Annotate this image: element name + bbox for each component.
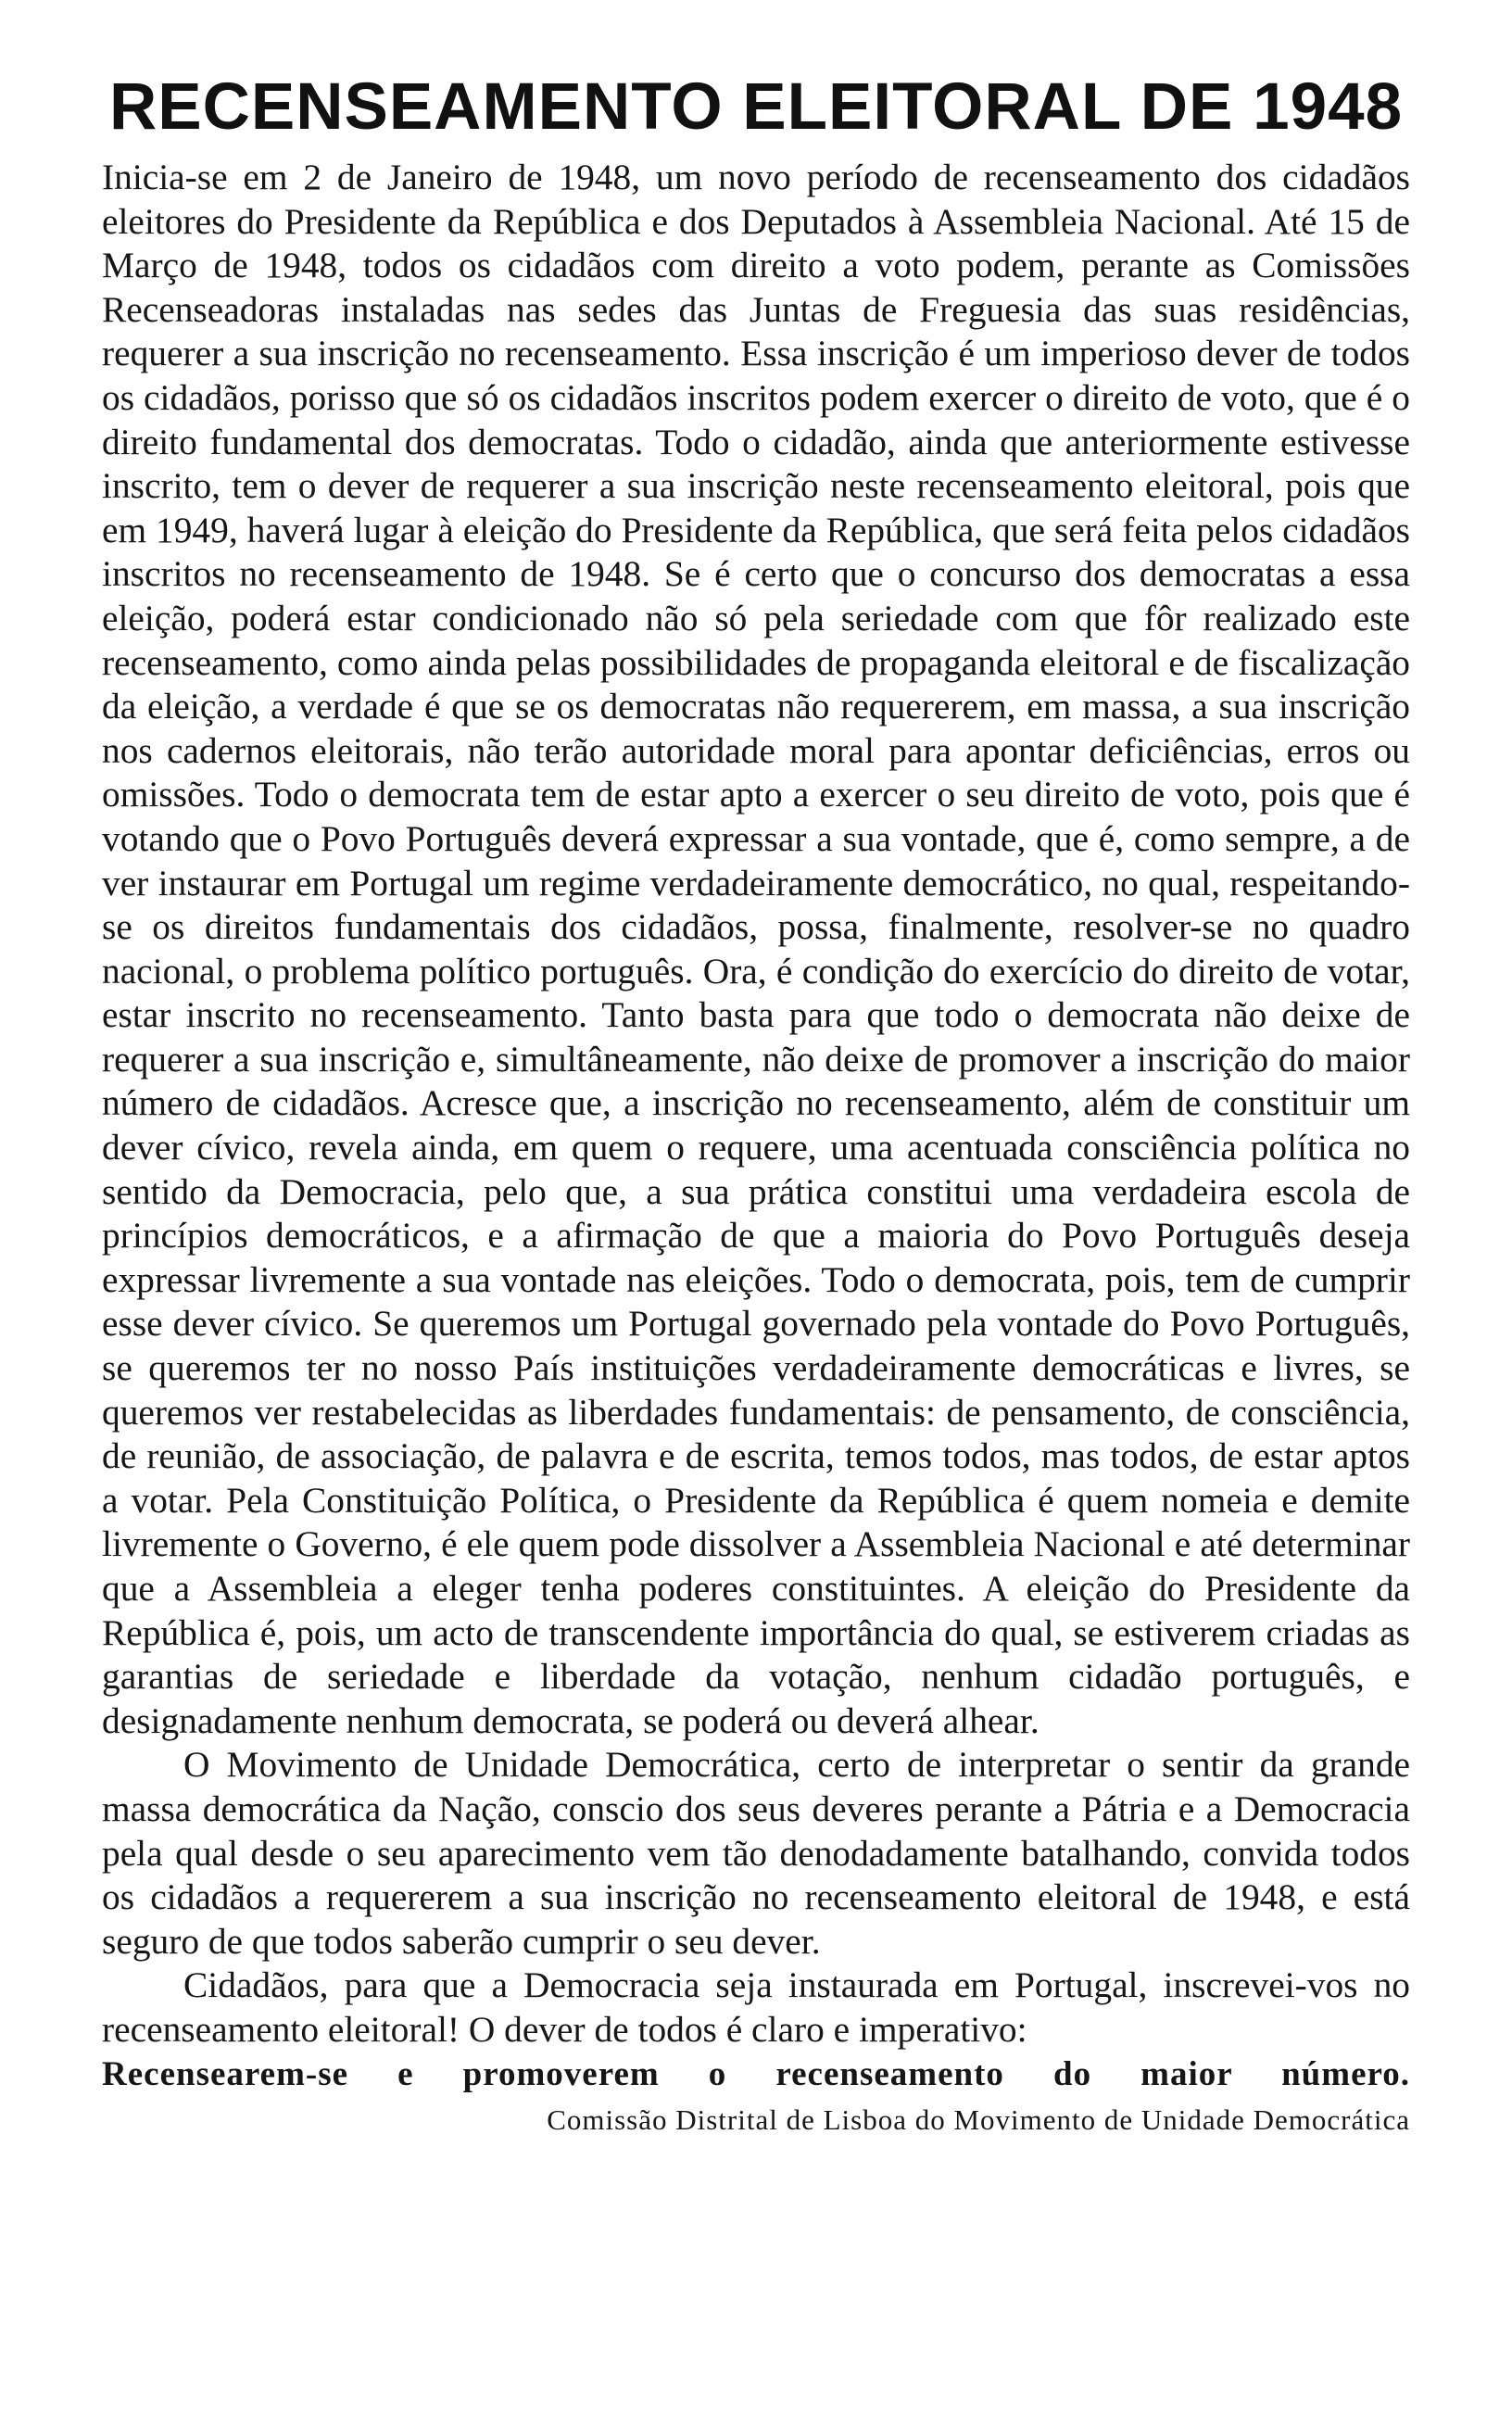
leaflet-page [102, 65, 1410, 2139]
signature-line: Comissão Distrital de Lisboa do Movimento de Unidade Democrática [547, 2103, 1410, 2136]
paragraph-recenseamento-dever: Inicia-se em 2 de Janeiro de 1948, um novo período de recenseamento dos cidadãos eleitores do Presidente da República e dos Deputados à Assembleia Nacional. Até 15 de Março de 1948, todos os cidadãos com direito a voto podem, perante as Comissões Recenseadoras instaladas nas sedes das Juntas de Freguesia das suas residências, requerer a sua inscrição no recenseamento. Essa inscrição é um imperioso dever de todos os cidadãos, porisso que só os cidadãos inscritos podem exercer o direito de voto, que é o direito fundamental dos democratas. Todo o cidadão, ainda que anteriormente estivesse inscrito, tem o dever de requerer a sua inscrição neste recenseamento eleitoral, pois que em 1949, haverá lugar à eleição do Presidente da República, que será feita pelos cidadãos inscritos no recenseamento de 1948. Se é certo que o concurso dos democratas a essa eleição, poderá estar condicionado não só pela seriedade com que fôr realizado este recenseamento, como ainda pelas possibilidades de propaganda eleitoral e de fiscalização da eleição, a verdade é que se os democratas não requererem, em massa, a sua inscrição nos cadernos eleitorais, não terão autoridade moral para apontar deficiências, erros ou omissões. Todo o democrata tem de estar apto a exercer o seu direito de voto, pois que é votando que o Povo Português deverá expressar a sua vontade, que é, como sempre, a de ver instaurar em Portugal um regime verdadeiramente democrático, no qual, respeitando-se os direitos fundamentais dos cidadãos, possa, finalmente, resolver-se no quadro nacional, o problema político português. Ora, é condição do exercício do direito de votar, estar inscrito no recenseamento. Tanto basta para que todo o democrata não deixe de requerer a sua inscrição e, simultâneamente, não deixe de promover a inscrição do maior número de cidadãos. Acresce que, a inscrição no recenseamento, além de constituir um dever cívico, revela ainda, em quem o requere, uma acentuada consciência política no sentido da Democracia, pelo que, a sua prática constitui uma verdadeira escola de princípios democráticos, e a afirmação de que a maioria do Povo Português deseja expressar livremente a sua vontade nas eleições. Todo o democrata, pois, tem de cumprir esse dever cívico. Se queremos um Portugal governado pela vontade do Povo Português, se queremos ter no nosso País instituições verdadeiramente democráticas e livres, se queremos ver restabelecidas as liberdades fundamentais: de pensamento, de consciência, de reunião, de associação, de palavra e de escrita, temos todos, mas todos, de estar aptos a votar. Pela Constituição Política, o Presidente da República é quem nomeia e demite livremente o Governo, é ele quem pode dissolver a Assembleia Nacional e até determinar que a Assembleia a eleger tenha poderes constituintes. A eleição do Presidente da República é, pois, um acto de transcendente importância do qual, se estiverem criadas as garantias de seriedade e liberdade da votação, nenhum cidadão português, e designadamente nenhum democrata, se poderá ou deverá alhear. [102, 157, 1410, 1741]
document-title: RECENSEAMENTO ELEITORAL DE 1948 [108, 70, 1404, 144]
closing-statement: Recensearem-se e promoverem o recenseamento do maior número. [102, 2054, 1410, 2093]
document-body [102, 156, 1410, 2052]
paragraph-apelo-cidadaos: Cidadãos, para que a Democracia seja instaurada em Portugal, inscrevei-vos no recenseamento eleitoral! O dever de todos é claro e imperativo: [102, 1964, 1410, 2050]
paragraph-movimento-unidade-democratica: O Movimento de Unidade Democrática, certo de interpretar o sentir da grande massa democrática da Nação, conscio dos seus deveres perante a Pátria e a Democracia pela qual desde o seu aparecimento vem tão denodadamente batalhando, convida todos os cidadãos a requererem a sua inscrição no recenseamento eleitoral de 1948, e está seguro de que todos saberão cumprir o seu dever. [102, 1744, 1410, 1962]
